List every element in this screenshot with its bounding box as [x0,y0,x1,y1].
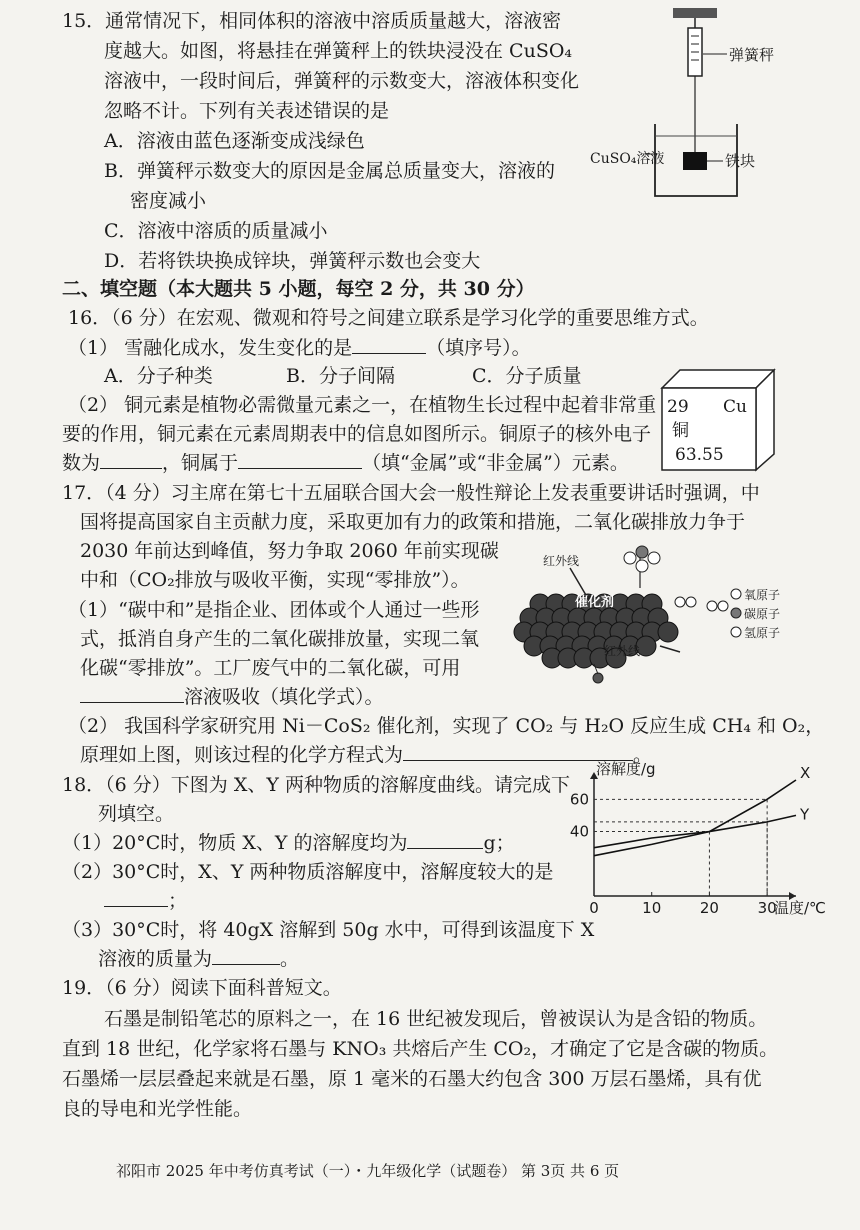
x-axis-label: 温度/℃ [774,899,826,917]
answer-blank [104,888,168,907]
q17-part1-line2: 式，抵消自身产生的二氧化碳排放量，实现二氧 [80,628,480,650]
q16-option-a: A．分子种类 [104,365,213,387]
series-label-y: Y [800,805,810,824]
y-tick-label: 60 [569,790,589,809]
iron-label: 铁块 [725,152,756,170]
iron-block-icon [683,152,707,170]
q19-para-4: 良的导电和光学性能。 [62,1098,253,1120]
q15-option-b-cont: 密度减小 [130,190,207,212]
q17-line-2: 国将提高国家自主贡献力度，采取更加有力的政策和措施，二氧化碳排放力争于 [80,511,746,533]
answer-blank [407,830,483,849]
catalyst-ball [658,622,678,642]
q17-part2-line2: 原理如上图，则该过程的化学方程式为 。 [80,744,653,766]
series-x-line [594,780,796,856]
y-tick-label: 40 [569,822,589,841]
infrared-label-1: 红外线 [543,554,580,568]
legend-hydrogen: 氢原子 [744,626,781,640]
q15-line-3: 溶液中，一段时间后，弹簧秤的示数变大，溶液体积变化 [104,70,580,92]
element-number: 29 [667,397,689,417]
solution-label: CuSO₄溶液 [590,151,665,167]
q15-line-1: 15．通常情况下，相同体积的溶液中溶质质量越大，溶液密 [62,10,562,32]
q16-part1: （1） 雪融化成水，发生变化的是 （填序号）。 [68,337,531,359]
answer-blank [352,335,426,354]
spring-scale-label: 弹簧秤 [729,46,775,64]
q15-option-c: C．溶液中溶质的质量减小 [104,220,328,242]
series-label-x: X [800,764,811,782]
ceiling-hatch [673,8,717,18]
q17-part1-line3: 化碳“零排放”。工厂废气中的二氧化碳，可用 [80,657,461,679]
q17-part1-line1: （1）“碳中和”是指企业、团体或个人通过一些形 [68,599,480,621]
answer-blank [80,684,184,703]
legend-carbon: 碳原子 [744,607,781,621]
q18-part2-answer: ； [104,888,187,914]
page-footer: 祁阳市 2025 年中考仿真考试（一）・九年级化学（试题卷） 第 3页 共 6 页 [116,1162,620,1180]
carbon-atom-icon [731,608,741,618]
x-tick-label: 10 [642,899,662,917]
solubility-chart [560,758,826,918]
q18-part3-line1: （3）30°C时，将 40gX 溶解到 50g 水中，可得到该温度下 X [62,919,595,941]
spring-scale-figure [595,6,795,206]
q18-part2: （2）30°C时，X、Y 两种物质溶解度中，溶解度较大的是 [62,861,554,883]
x-tick-label: 0 [589,899,599,917]
q19-para-1: 石墨是制铅笔芯的原料之一，在 16 世纪被发现后，曾被误认为是含铅的物质。 [104,1008,768,1030]
q18-line-2: 列填空。 [98,803,175,825]
q16-intro: 16．（6 分）在宏观、微观和符号之间建立联系是学习化学的重要思维方式。 [68,307,709,329]
y-axis-label: 溶解度/g [596,760,656,778]
q19-para-3: 石墨烯一层层叠起来就是石墨，原 1 毫米的石墨大约包含 300 万层石墨烯，具有优 [62,1068,762,1090]
q17-part2-line1: （2） 我国科学家研究用 Ni－CoS₂ 催化剂，实现了 CO₂ 与 H₂O 反应生成 CH₄ 和 O₂， [68,715,825,737]
q16-part2-line3: 数为 ，铜属于 （填“金属”或“非金属”）元素。 [62,452,629,474]
q17-line-3: 2030 年前达到峰值，努力争取 2060 年前实现碳 [80,540,499,562]
catalyst-label: 催化剂 [575,595,615,610]
section-title: 二、填空题（本大题共 5 小题，每空 2 分，共 30 分） [62,278,535,300]
q16-part2-line1: （2） 铜元素是植物必需微量元素之一，在植物生长过程中起着非常重 [68,394,657,416]
element-symbol: Cu [723,397,747,417]
q15-option-b: B．弹簧秤示数变大的原因是金属总质量变大，溶液的 [104,160,555,182]
answer-blank [212,946,280,965]
q15-option-a: A．溶液由蓝色逐渐变成浅绿色 [104,130,365,152]
q19-para-2: 直到 18 世纪，化学家将石墨与 KNO₃ 共熔后产生 CO₂，才确定了它是含碳的物质。 [62,1038,779,1060]
hydrogen-atom-icon [731,627,741,637]
infrared-label-2: 红外线 [604,644,641,658]
legend-oxygen: 氧原子 [744,588,781,602]
answer-blank [100,450,162,469]
q18-part1: （1）20°C时，物质 X、Y 的溶解度均为 g； [62,832,515,854]
q17-part1-line4: 溶液吸收（填化学式）。 [80,684,384,710]
q16-option-c: C．分子质量 [472,365,582,387]
x-tick-label: 20 [699,899,719,917]
x-tick-label: 30 [757,899,777,917]
q19-line-1: 19．（6 分）阅读下面科普短文。 [62,977,342,999]
q16-option-b: B．分子间隔 [286,365,395,387]
q15-line-4: 忽略不计。下列有关表述错误的是 [104,100,390,122]
q18-part3-line2: 溶液的质量为 。 [98,948,300,970]
q15-option-d: D．若将铁块换成锌块，弹簧秤示数也会变大 [104,250,481,272]
infrared-arrow-icon [660,646,680,652]
element-name: 铜 [672,421,689,441]
element-mass: 63.55 [675,445,724,465]
q18-line-1: 18．（6 分）下图为 X、Y 两种物质的溶解度曲线。请完成下 [62,774,570,796]
q15-line-2: 度越大。如图，将悬挂在弹簧秤上的铁块浸没在 CuSO₄ [104,40,573,62]
q17-line-4: 中和（CO₂排放与吸收平衡，实现“零排放”）。 [80,569,470,591]
oxygen-atom-icon [731,589,741,599]
answer-blank [238,450,362,469]
q17-line-1: 17．（4 分）习主席在第七十五届联合国大会一般性辩论上发表重要讲话时强调，中 [62,482,760,504]
q16-part2-line2: 要的作用，铜元素在元素周期表中的信息如图所示。铜原子的核外电子 [62,423,652,445]
